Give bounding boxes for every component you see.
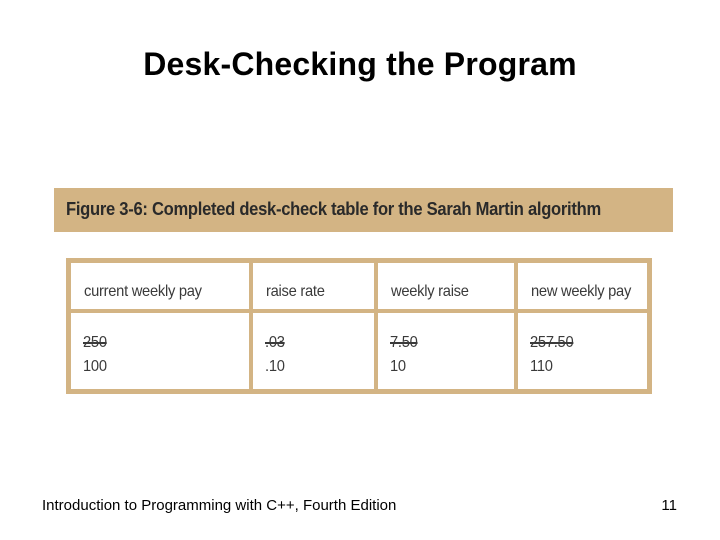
slide-title: Desk-Checking the Program — [143, 46, 577, 82]
header-new-weekly-pay — [518, 263, 647, 309]
header-raise-rate — [253, 263, 374, 309]
desk-check-table — [66, 258, 652, 394]
header-label: current weekly pay — [84, 283, 202, 300]
header-label: weekly raise — [391, 283, 469, 300]
crossed-out-value: 7.50 — [390, 334, 418, 351]
figure-caption-banner — [54, 188, 673, 232]
current-value: 100 — [83, 358, 107, 375]
page-number: 11 — [661, 497, 677, 514]
footer-text: Introduction to Programming with C++, Fourth Edition — [42, 497, 397, 514]
cell-current-weekly-pay — [71, 313, 249, 389]
header-label: new weekly pay — [531, 283, 632, 300]
header-label: raise rate — [266, 283, 325, 300]
current-value: 10 — [390, 358, 406, 375]
current-value: 110 — [530, 358, 553, 375]
header-current-weekly-pay — [71, 263, 249, 309]
current-value: .10 — [265, 358, 285, 375]
crossed-out-value: 257.50 — [530, 334, 574, 351]
figure-caption: Figure 3-6: Completed desk-check table for the Sarah Martin algorithm — [66, 199, 601, 219]
crossed-out-value: .03 — [265, 334, 285, 351]
cell-weekly-raise — [378, 313, 514, 389]
cell-new-weekly-pay — [518, 313, 647, 389]
cell-raise-rate — [253, 313, 374, 389]
header-weekly-raise — [378, 263, 514, 309]
crossed-out-value: 250 — [83, 334, 107, 351]
